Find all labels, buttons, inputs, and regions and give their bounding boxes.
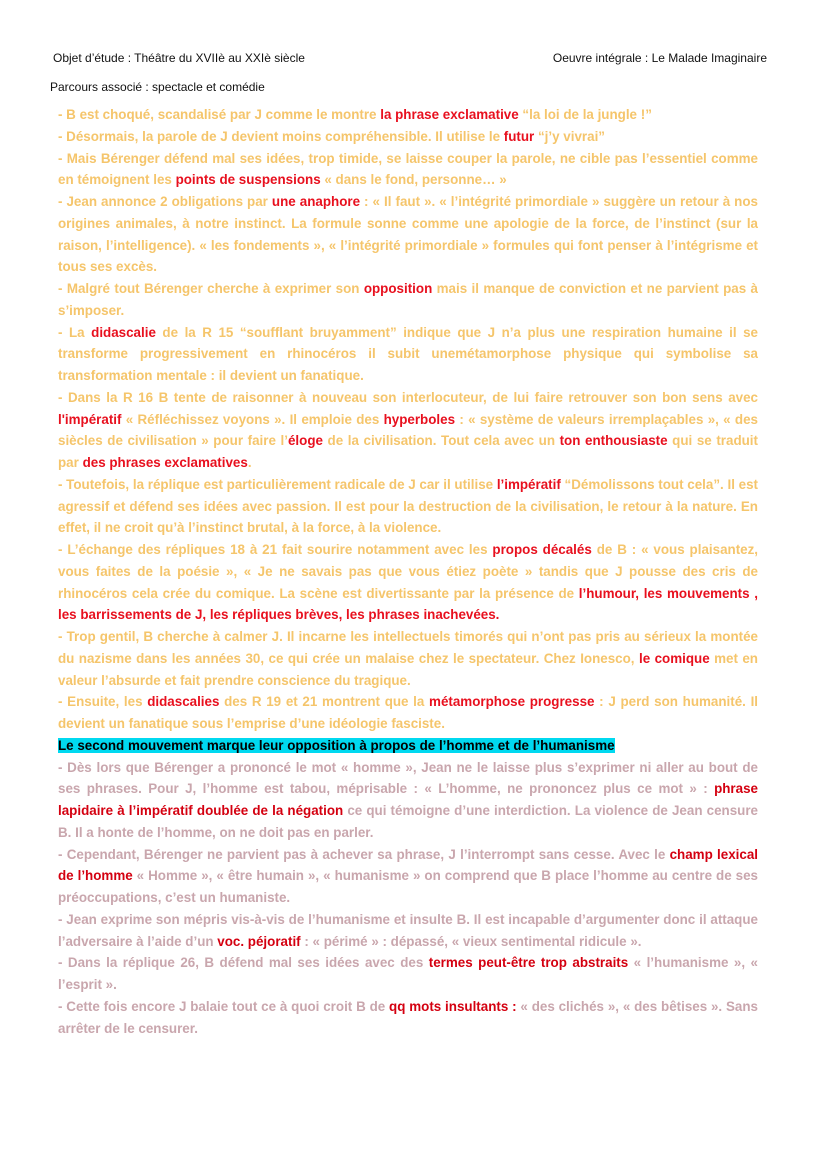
text-run: « Réfléchissez voyons ». Il emploie des: [121, 411, 384, 427]
highlight-term: didascalies: [147, 694, 220, 710]
section-heading: [58, 735, 758, 757]
analysis-paragraph: [58, 539, 758, 626]
highlight-term: didascalie: [91, 324, 156, 340]
text-run: - Désormais, la parole de J devient moins compréhensible. Il utilise le: [58, 128, 504, 144]
text-run: - Dès lors que Bérenger a prononcé le mot « homme », Jean ne le laisse plus s’exprimer ni aller au bout de ses phrases. Pour J, l’homme est tabou, méprisable : « L’homme, ne prononcez plus ce mot » :: [58, 759, 758, 797]
highlight-term: hyperboles: [383, 411, 456, 427]
analysis-paragraph: [58, 126, 758, 148]
analysis-paragraph: [58, 148, 758, 192]
text-run: « Homme », « être humain », « humanisme » on comprend que B place l’homme au centre de ses préoccupations, c’est un humaniste.: [58, 868, 758, 905]
highlight-term: l’humour, les mouvements , les barrissements de J, les répliques brèves, les phrases inachevées.: [58, 585, 758, 623]
text-run: qui se traduit par: [58, 433, 758, 470]
highlight-term: opposition: [363, 281, 433, 296]
text-run: “Démolissons tout cela”. Il est agressif et défend ses idées avec passion. Il est pour la destruction de la civilisation, le retour à la nature. En effet, il ne croit qu’à l’instinct brutal, à la force, à la violence.: [58, 476, 759, 536]
text-run: - Jean exprime son mépris vis-à-vis de l’humanisme et insulte B. Il est incapable d’argumenter donc il attaque l’adversaire à l’aide d’un: [58, 911, 758, 949]
text-run: - L’échange des répliques 18 à 21 fait sourire notamment avec les: [58, 542, 493, 557]
text-run: - Dans la R 16 B tente de raisonner à nouveau son interlocuteur, de lui faire retrouver son bon sens avec: [58, 389, 758, 405]
highlight-term: métamorphose progresse: [429, 694, 595, 710]
highlight-term: termes peut-être trop abstraits: [428, 955, 629, 971]
analysis-paragraph: [58, 844, 758, 909]
text-run: de B : « vous plaisantez, vous faites de la poésie », « Je ne savais pas que vous étiez poète » tandis que J pousse des cris de rhinocéros cela crée du comique. La scène est divertissante par la présence de: [58, 542, 759, 601]
text-run: - Ensuite, les: [58, 694, 148, 710]
analysis-paragraph: [58, 757, 758, 844]
text-run: : « système de valeurs irremplaçables », « des siècles de civilisation » pour faire l’: [58, 411, 758, 449]
analysis-paragraph: [58, 104, 758, 126]
highlight-term: éloge: [287, 433, 323, 449]
analysis-paragraph: [58, 278, 758, 322]
highlight-term: le comique: [638, 650, 710, 666]
text-run: - Trop gentil, B cherche à calmer J. Il incarne les intellectuels timorés qui n’ont pas pris au sérieux la montée du nazisme dans les années 30, ce qui crée un malaise chez le spectateur. Chez Ionesco,: [58, 629, 758, 666]
text-run: : « périmé » : dépassé, « vieux sentimental ridicule ».: [300, 933, 642, 949]
text-run: - Malgré tout Bérenger cherche à exprimer son: [58, 281, 364, 296]
highlight-term: une anaphore: [271, 194, 361, 209]
analysis-paragraph: [58, 387, 758, 474]
highlight-term: l'impératif: [58, 411, 122, 427]
analysis-paragraph: [58, 691, 758, 735]
header-subject: Objet d’étude : Théâtre du XVIIè au XXIè siècle: [53, 51, 305, 65]
text-run: - Mais Bérenger défend mal ses idées, trop timide, se laisse couper la parole, ne cible pas l’essentiel comme en témoignent les: [58, 150, 758, 188]
text-run: met en valeur l’absurde et fait prendre conscience du tragique.: [58, 650, 758, 688]
text-run: ce qui témoigne d’une interdiction. La violence de Jean censure B. Il a honte de l’homme, on ne doit pas en parler.: [58, 803, 758, 840]
text-run: “la loi de la jungle !”: [518, 107, 652, 122]
highlight-term: points de suspensions: [175, 172, 321, 188]
text-run: « des clichés », « des bêtises ». Sans arrêter de le censurer.: [58, 998, 758, 1036]
text-run: - Cette fois encore J balaie tout ce à quoi croit B de: [58, 998, 390, 1014]
analysis-paragraph: [58, 952, 758, 996]
text-run: - Dans la réplique 26, B défend mal ses idées avec des: [58, 955, 429, 971]
text-run: - Toutefois, la réplique est particulièrement radicale de J car il utilise: [58, 476, 497, 492]
text-run: “j’y vivrai”: [534, 128, 605, 144]
header-work: Oeuvre intégrale : Le Malade Imaginaire: [552, 51, 767, 65]
text-run: : J perd son humanité. Il devient un fanatique sous l’emprise d’une idéologie fasciste.: [58, 694, 759, 731]
header-course: Parcours associé : spectacle et comédie: [50, 80, 265, 94]
highlight-term: phrase lapidaire à l’impératif doublée de la négation: [58, 781, 758, 818]
section-heading-text: [58, 738, 615, 753]
highlight-term: qq mots insultants :: [389, 998, 517, 1014]
highlight-term: propos décalés: [492, 542, 592, 557]
highlight-term: futur: [503, 128, 535, 144]
text-run: Le second mouvement marque leur opposition à propos de l’homme et de l’humanisme: [58, 737, 615, 753]
text-run: - B est choqué, scandalisé par J comme le montre: [58, 107, 381, 122]
analysis-paragraph: [58, 474, 758, 539]
document-body: [58, 104, 758, 1039]
text-run: - Jean annonce 2 obligations par: [58, 194, 272, 209]
text-run: - Cependant, Bérenger ne parvient pas à achever sa phrase, J l’interrompt sans cesse. Avec le: [58, 846, 670, 862]
analysis-paragraph: [58, 626, 758, 691]
text-run: mais il manque de conviction et ne parvient pas à s’imposer.: [58, 281, 758, 318]
analysis-paragraph: [58, 322, 758, 387]
analysis-paragraph: [58, 996, 758, 1040]
analysis-paragraph: [58, 909, 758, 953]
highlight-term: des phrases exclamatives: [82, 455, 248, 470]
text-run: de la civilisation. Tout cela avec un: [322, 433, 560, 449]
analysis-paragraph: [58, 191, 758, 278]
highlight-term: voc. péjoratif: [217, 933, 301, 949]
text-run: .: [247, 455, 252, 470]
highlight-term: champ lexical de l’homme: [58, 846, 758, 884]
highlight-term: ton enthousiaste: [559, 433, 668, 449]
text-run: « dans le fond, personne… »: [320, 172, 507, 188]
text-run: « l’humanisme », « l’esprit ».: [58, 955, 758, 992]
text-run: : « Il faut ». « l’intégrité primordiale » suggère un retour à nos origines animales, à notre instinct. La formule sonne comme une apologie de la force, de l’instinct (sur la raison, l’intelligence). « les fondements », « l’intégrité primordiale » formules qui font penser à l’intégrisme et tous ses excès.: [58, 194, 758, 275]
text-run: des R 19 et 21 montrent que la: [219, 694, 430, 710]
highlight-term: l’impératif: [496, 476, 561, 492]
text-run: de la R 15 “soufflant bruyamment” indique que J n’a plus une respiration humaine il se transforme progressivement en rhinocéros il subit unemétamorphose physique qui symbolise sa transformation mentale : il devient un fanatique.: [58, 324, 759, 383]
text-run: - La: [58, 324, 92, 340]
highlight-term: la phrase exclamative: [380, 107, 519, 122]
